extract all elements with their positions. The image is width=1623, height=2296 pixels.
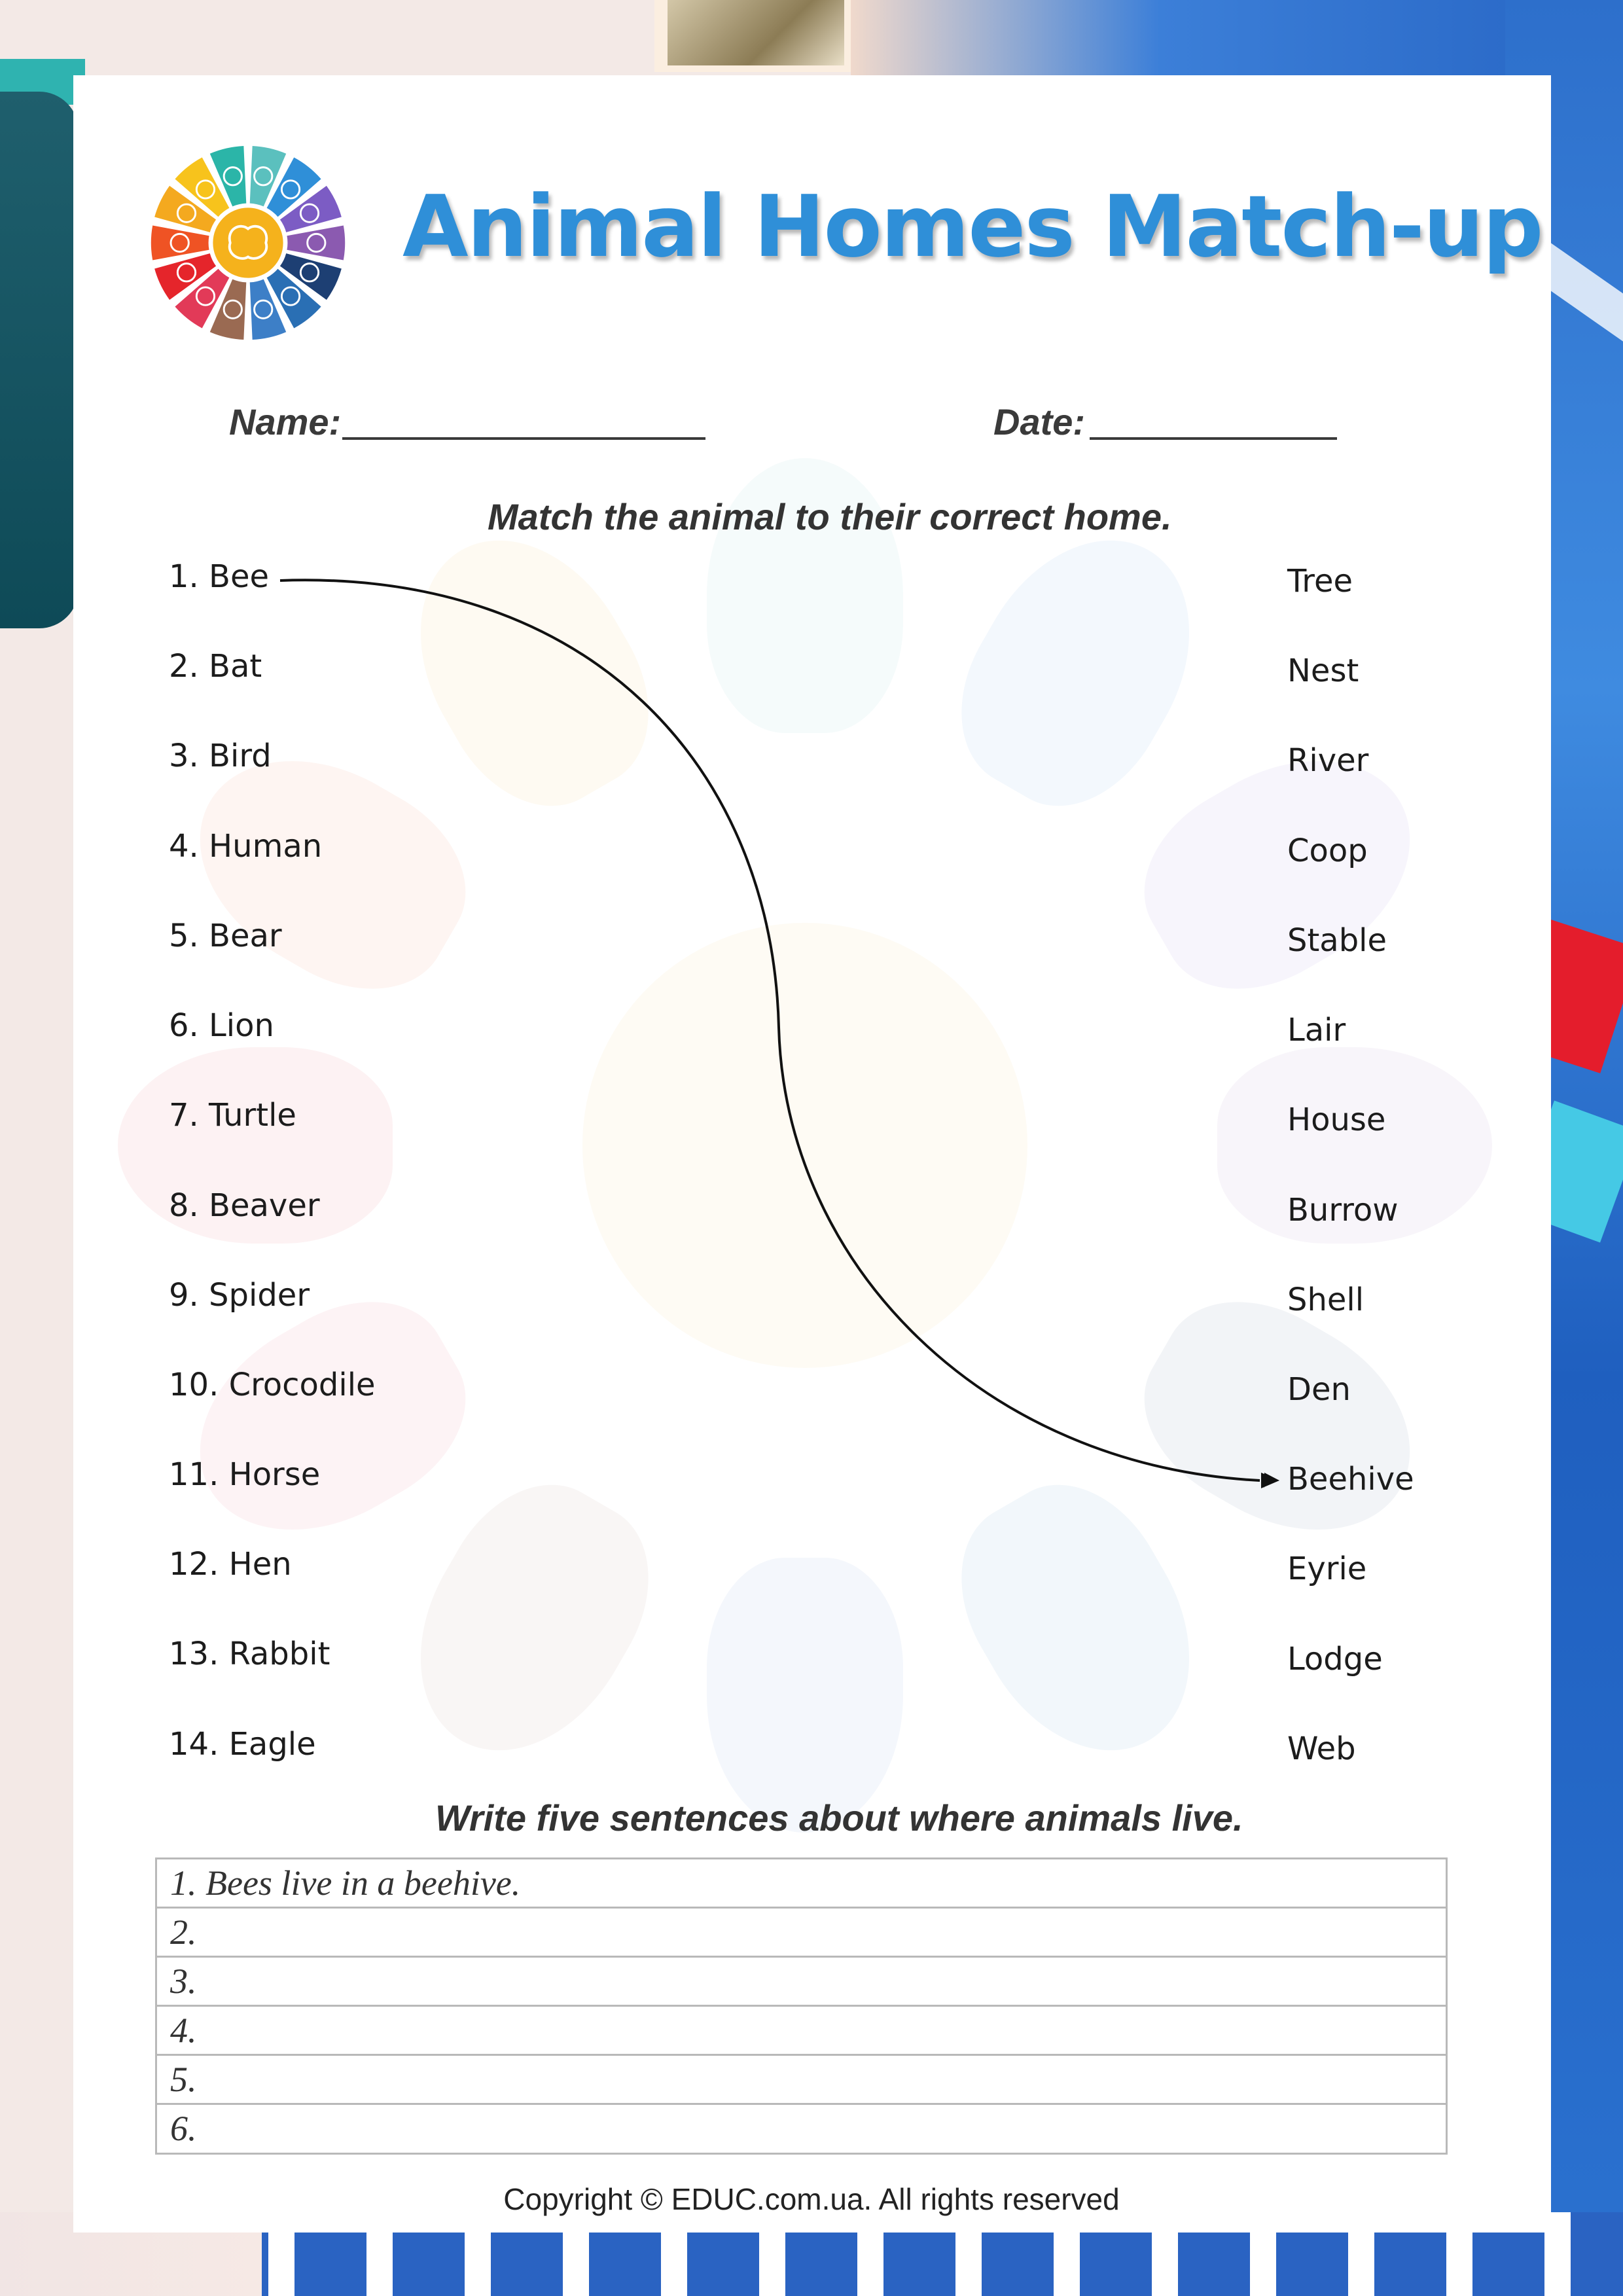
watermark-core: [582, 923, 1027, 1368]
home-item: Shell: [1287, 1282, 1364, 1318]
animal-item: 3. Bird: [169, 738, 272, 774]
watermark-petal: [926, 501, 1234, 838]
animal-item: 2. Bat: [169, 648, 262, 685]
animal-item: 6. Lion: [169, 1007, 274, 1044]
logo-segment: [151, 226, 209, 260]
home-item: River: [1287, 742, 1369, 779]
name-label: Name:: [229, 401, 342, 442]
date-label: Date:: [993, 401, 1086, 442]
animal-item: 11. Horse: [169, 1456, 321, 1493]
logo-segment: [287, 226, 345, 260]
animal-item: 13. Rabbit: [169, 1636, 330, 1672]
background-backpack: [0, 92, 79, 628]
home-item: Nest: [1287, 653, 1359, 689]
animal-item: 8. Beaver: [169, 1187, 320, 1224]
home-item: House: [1287, 1102, 1386, 1138]
sentence-row[interactable]: 6.: [170, 2109, 197, 2148]
background-ruler: [668, 0, 844, 65]
home-item: Burrow: [1287, 1192, 1399, 1229]
watermark-petal: [1113, 717, 1450, 1024]
animal-item: 5. Bear: [169, 918, 282, 954]
write-instruction: Write five sentences about where animals live.: [435, 1797, 1243, 1839]
educ-logo: [146, 141, 350, 345]
page-title: Animal Homes Match-up: [402, 177, 1543, 276]
sentence-row[interactable]: 2.: [157, 1909, 1446, 1958]
watermark-petal: [376, 501, 684, 838]
home-item: Web: [1287, 1731, 1356, 1767]
home-item: Coop: [1287, 833, 1368, 869]
animal-item: 14. Eagle: [169, 1726, 316, 1763]
sentence-row[interactable]: 4.: [157, 2007, 1446, 2056]
animal-item: 12. Hen: [169, 1546, 292, 1583]
copyright-text: Copyright © EDUC.com.ua. All rights reserved: [503, 2182, 1120, 2216]
brain-icon: [213, 207, 283, 278]
animal-item: 10. Crocodile: [169, 1367, 376, 1403]
sentence-row[interactable]: 1. Bees live in a beehive.: [157, 1859, 1446, 1909]
watermark-petal: [926, 1454, 1234, 1790]
animal-item: 9. Spider: [169, 1277, 310, 1314]
sentence-row[interactable]: 5.: [157, 2056, 1446, 2105]
date-field[interactable]: [1090, 437, 1337, 440]
watermark-petal: [376, 1454, 684, 1790]
animal-item: 1. Bee: [169, 558, 270, 595]
home-item: Beehive: [1287, 1461, 1414, 1498]
home-item: Lair: [1287, 1012, 1346, 1049]
home-item: Eyrie: [1287, 1551, 1367, 1587]
watermark-petal: [707, 1558, 903, 1833]
animal-item: 4. Human: [169, 828, 323, 865]
home-item: Lodge: [1287, 1641, 1383, 1677]
match-instruction: Match the animal to their correct home.: [488, 496, 1172, 537]
sentences-table: [155, 1857, 1448, 2155]
watermark-petal: [1113, 1266, 1450, 1574]
home-item: Stable: [1287, 922, 1387, 959]
animal-item: 7. Turtle: [169, 1097, 296, 1134]
watermark-logo: [118, 458, 1492, 1833]
home-item: Tree: [1287, 563, 1353, 600]
name-field[interactable]: [342, 437, 705, 440]
sentence-row[interactable]: 3.: [157, 1958, 1446, 2007]
home-item: Den: [1287, 1371, 1351, 1408]
